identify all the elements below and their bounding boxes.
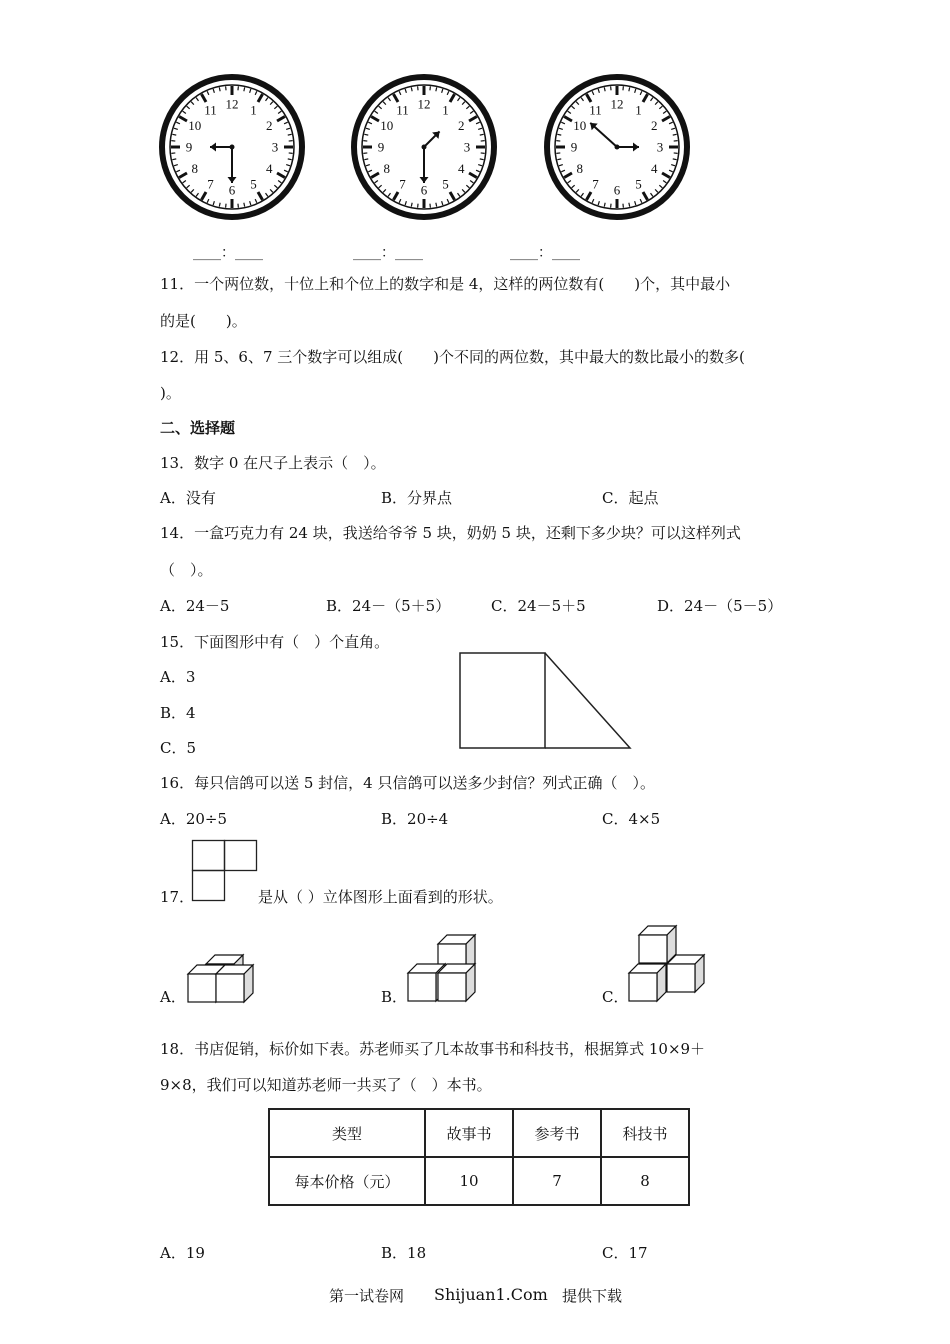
table-header-cell: 参考书 (513, 1109, 601, 1157)
q12-line2: )。 (160, 384, 181, 402)
clock-numeral: 11 (589, 102, 602, 118)
q16-stem: 16．每只信鸽可以送 5 封信，4 只信鸽可以送多少封信？列式正确（ ）。 (160, 774, 655, 792)
q18-line1: 18．书店促销，标价如下表。苏老师买了几本故事书和科技书，根据算式 10×9＋ (160, 1040, 706, 1058)
answer-blank-2: ____：____ (353, 245, 423, 261)
clock-numeral: 4 (457, 161, 465, 176)
q18-option-c: C．17 (602, 1244, 648, 1262)
clock-numeral: 5 (442, 176, 449, 192)
clock-numeral: 4 (650, 161, 658, 176)
clock-numeral: 10 (380, 118, 394, 133)
table-row (269, 1157, 689, 1205)
clock-numeral: 3 (656, 139, 664, 155)
clock-numeral: 8 (576, 161, 584, 176)
clock-numeral: 7 (399, 176, 406, 192)
cube-figure-c (627, 923, 711, 1005)
q17-number: 17． (160, 888, 195, 906)
q18-line2: 9×8，我们可以知道苏老师一共买了（ ）本书。 (160, 1076, 492, 1094)
footer-site-name: 第一试卷网 (329, 1287, 405, 1305)
q13-stem: 13．数字 0 在尺子上表示（ ）。 (160, 454, 386, 472)
clock-numeral: 5 (250, 176, 257, 192)
q18-option-b: B．18 (381, 1244, 427, 1262)
clock-numeral: 11 (204, 102, 217, 118)
clock-numeral: 7 (207, 176, 214, 192)
q14-line1: 14．一盒巧克力有 24 块，我送给爷爷 5 块，奶奶 5 块，还剩下多少块？可以这样列式 (160, 524, 741, 542)
cube-figure-a (186, 948, 260, 1004)
clock-numeral: 7 (592, 176, 599, 192)
q17-option-c: C． (602, 988, 629, 1006)
clock-numeral: 10 (573, 118, 587, 133)
cube (639, 926, 676, 963)
right-angle-figure (458, 651, 634, 751)
clock-numeral: 9 (377, 139, 385, 155)
q16-option-a: A．20÷5 (160, 810, 228, 828)
clock-numeral: 2 (650, 118, 658, 133)
q15-option-b: B．4 (160, 704, 196, 722)
table-cell: 每本价格（元） (269, 1157, 425, 1205)
table-cell: 10 (425, 1157, 513, 1205)
q14-line2: （ ）。 (160, 561, 213, 579)
q16-option-b: B．20÷4 (381, 810, 449, 828)
clock-numeral: 6 (420, 182, 428, 198)
clock-2 (350, 73, 498, 221)
q11-line1: 11．一个两位数，十位上和个位上的数字和是 4，这样的两位数有( )个，其中最小 (160, 275, 731, 293)
q13-option-c: C．起点 (602, 489, 659, 507)
q14-option-a: A．24－5 (160, 597, 230, 615)
clock-numeral: 3 (271, 139, 279, 155)
clock-numeral: 8 (383, 161, 391, 176)
clock-numeral: 11 (396, 102, 409, 118)
clock-numeral: 9 (185, 139, 193, 155)
cube (438, 964, 475, 1001)
clock-numeral: 3 (463, 139, 471, 155)
q14-option-d: D．24－（5－5） (657, 597, 783, 615)
clock-1 (158, 73, 306, 221)
clock-numeral: 1 (635, 102, 642, 118)
clock-numeral: 1 (250, 102, 257, 118)
cube (629, 964, 666, 1001)
clock-numeral: 5 (635, 176, 642, 192)
cube (667, 955, 704, 992)
q16-option-c: C．4×5 (602, 810, 661, 828)
table-header-cell: 科技书 (601, 1109, 689, 1157)
q17-option-a: A． (160, 988, 186, 1006)
clock-numeral: 8 (191, 161, 199, 176)
answer-blank-1: ____：____ (193, 245, 263, 261)
top-view-shape (191, 839, 259, 904)
q14-option-c: C．24－5＋5 (491, 597, 586, 615)
table-cell: 8 (601, 1157, 689, 1205)
section-heading: 二、选择题 (160, 419, 236, 437)
q13-option-a: A．没有 (160, 489, 216, 507)
answer-blank-3: ____：____ (510, 245, 580, 261)
clock-numeral: 1 (442, 102, 449, 118)
q17-stem: 是从（ ）立体图形上面看到的形状。 (258, 888, 503, 906)
clock-numeral: 12 (225, 96, 239, 112)
q15-option-c: C．5 (160, 739, 197, 757)
q15-option-a: A．3 (160, 668, 196, 686)
q11-line2: 的是( )。 (160, 312, 247, 330)
q18-option-a: A．19 (160, 1244, 205, 1262)
price-table (268, 1108, 690, 1206)
footer-site-url[interactable]: Shijuan1.Com (434, 1285, 548, 1304)
clock-numeral: 4 (265, 161, 273, 176)
cube (216, 965, 253, 1002)
table-cell: 7 (513, 1157, 601, 1205)
clock-3 (543, 73, 691, 221)
clock-numeral: 12 (610, 96, 624, 112)
q14-option-b: B．24－（5＋5） (326, 597, 451, 615)
cube-figure-b (406, 930, 480, 1004)
table-header-cell: 类型 (269, 1109, 425, 1157)
clock-numeral: 2 (265, 118, 273, 133)
q12-line1: 12．用 5、6、7 三个数字可以组成( )个不同的两位数，其中最大的数比最小的数多( (160, 348, 745, 366)
q17-option-b: B． (381, 988, 408, 1006)
clock-numeral: 12 (417, 96, 431, 112)
footer-download-text: 提供下载 (562, 1287, 623, 1305)
clock-numeral: 9 (570, 139, 578, 155)
q13-option-b: B．分界点 (381, 489, 453, 507)
table-header-cell: 故事书 (425, 1109, 513, 1157)
q15-stem: 15．下面图形中有（ ）个直角。 (160, 633, 390, 651)
clock-numeral: 6 (613, 182, 621, 198)
clock-numeral: 10 (188, 118, 202, 133)
clock-numeral: 6 (228, 182, 236, 198)
clock-numeral: 2 (457, 118, 465, 133)
table-header-row (269, 1109, 689, 1157)
